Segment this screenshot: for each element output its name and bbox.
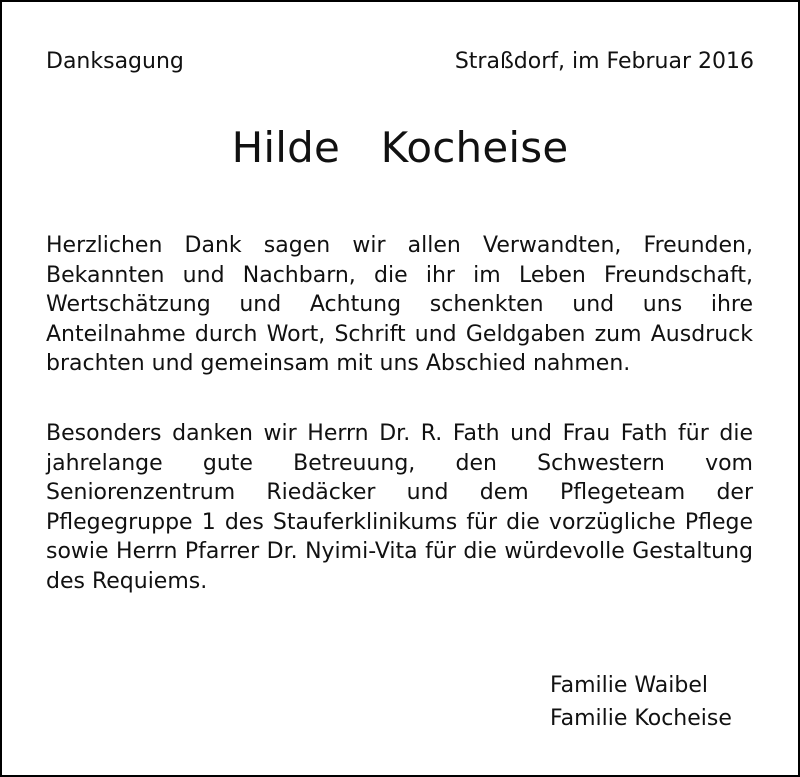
signature-block — [550, 669, 732, 735]
signature-family-waibel: Familie Waibel — [550, 673, 708, 698]
signature-family-kocheise: Familie Kocheise — [550, 706, 732, 731]
deceased-name: Hilde Kocheise — [231, 123, 569, 172]
thanks-paragraph-2: Besonders danken wir Herrn Dr. R. Fath und Frau Fath für die jahrelange gute Betreuung, den Schwestern vom Seniorenzentrum Riedäcker und dem Pflegeteam der Pflegegruppe 1 des Stauferklinikums für die vorzügliche Pflege sowie Herrn Pfarrer Dr. Nyimi-Vita für die würdevolle Gestaltung des Requiems. — [46, 421, 753, 594]
thanks-paragraph-1: Herzlichen Dank sagen wir allen Verwandten, Freunden, Bekannten und Nachbarn, die ihr im Leben Freundschaft, Wertschätzung und Achtung schenkten und uns ihre Anteilnahme durch Wort, Schrift und Geldgaben zum Ausdruck brachten und gemeinsam mit uns Abschied nahmen. — [46, 233, 753, 376]
notice-heading: Danksagung — [46, 49, 184, 74]
place-date: Straßdorf, im Februar 2016 — [454, 49, 754, 74]
